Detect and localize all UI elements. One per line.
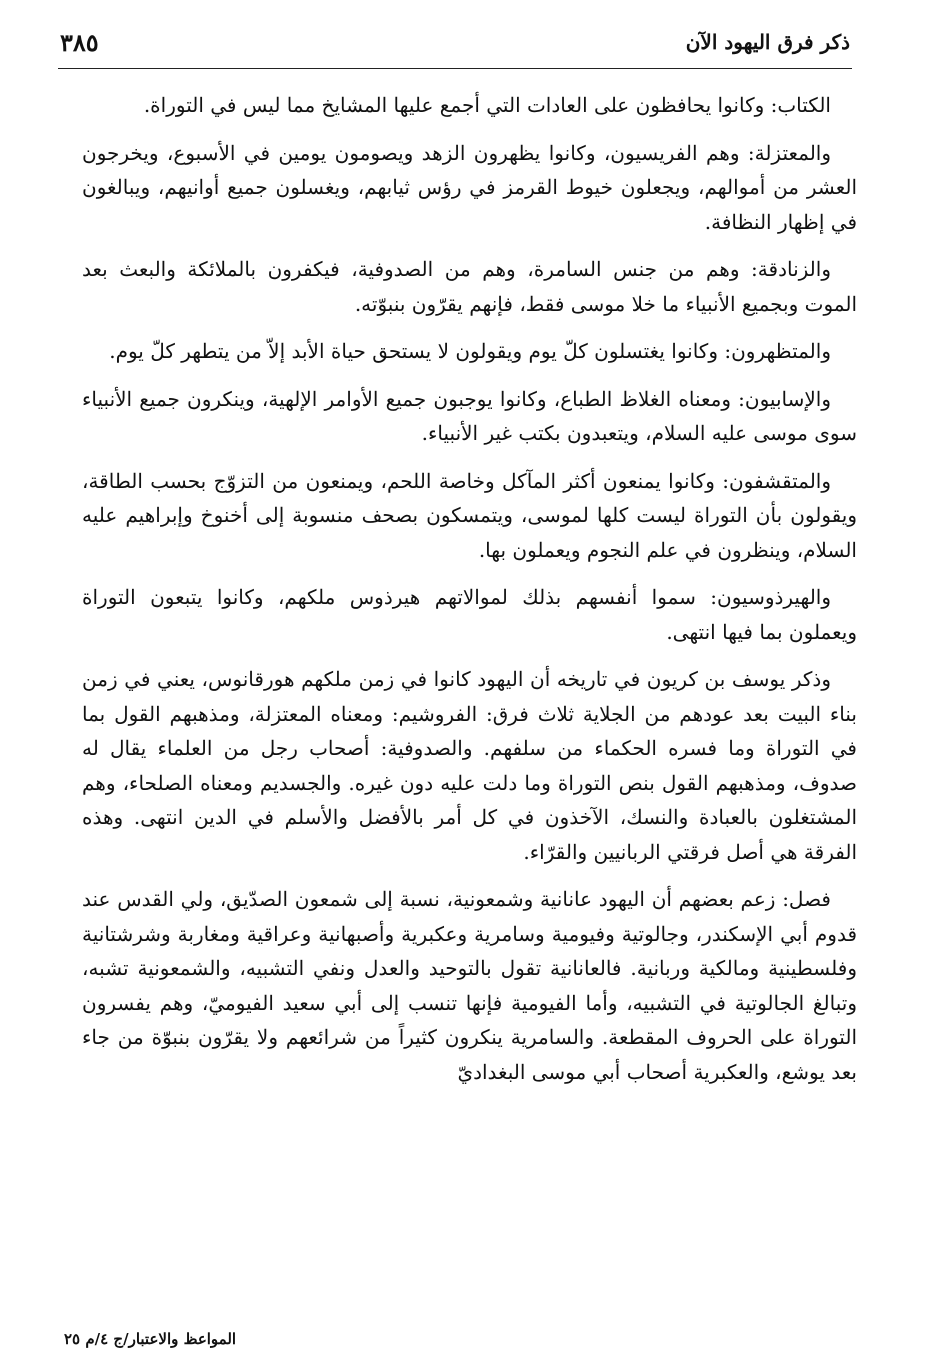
footer-signature: المواعظ والاعتبار/ج ٤/م ٢٥ [64,1330,237,1348]
page-number: ٣٨٥ [60,28,99,57]
body-text [82,88,857,1102]
paragraph: والهيرذوسيون: سموا أنفسهم بذلك لموالاتهم هيرذوس ملكهم، وكانوا يتبعون التوراة ويعملون بما فيها انتهى. [82,585,857,644]
paragraph: وذكر يوسف بن كريون في تاريخه أن اليهود كانوا في زمن ملكهم هورقانوس، يعني في زمن بناء البيت بعد عودهم من الجلاية ثلاث فرق: الفروشيم: ومعناه المعتزلة، ومذهبهم القول بما في التوراة وما فسره الحكماء من سلفهم. والصدوفية: أصحاب رجل من العلماء يقال له صدوف، ومذهبهم القول بنص التوراة وما دلت عليه دون غيره. والجسديم ومعناه الصلحاء، وهم المشتغلون بالعبادة والنسك، الآخذون في كل أمر بالأفضل والأسلم في الدين انتهى. وهذه الفرقة هي أصل فرقتي الربانيين والقرّاء. [82,667,857,864]
paragraph: والمتقشفون: وكانوا يمنعون أكثر المآكل وخاصة اللحم، ويمنعون من التزوّج بحسب الطاقة، ويقولون بأن التوراة ليست كلها لموسى، ويتمسكون بصحف منسوبة إلى أخنوخ وإبراهيم عليه السلام، وينظرون في علم النجوم ويعملون بها. [82,468,857,562]
paragraph: فصل: زعم بعضهم أن اليهود عانانية وشمعونية، نسبة إلى شمعون الصدّيق، ولي القدس عند قدوم أبي الإسكندر، وجالوتية وفيومية وسامرية وعكبرية وأصبهانية وعراقية ومغاربة وشرشتانية وفلسطينية ومالكية وربانية. فالعانانية تقول بالتوحيد والعدل ونفي التشبيه، والشمعونية تشبه، وتبالغ الجالوتية في التشبيه، وأما الفيومية فإنها تنسب إلى أبي سعيد الفيوميّ، وهم يفسرون التوراة على الحروف المقطعة. والسامرية ينكرون كثيراً من شرائعهم ولا يقرّون بنبوّة من جاء بعد يوشع، والعكبرية أصحاب أبي موسى البغداديّ [82,887,857,1084]
paragraph: والمعتزلة: وهم الفريسيون، وكانوا يظهرون الزهد ويصومون يومين في الأسبوع، ويخرجون العشر من أموالهم، ويجعلون خيوط القرمز في رؤس ثيابهم، ويغسلون جميع أوانيهم، ويبالغون في إظهار النظافة. [82,140,857,234]
paragraph: والمتظهرون: وكانوا يغتسلون كلّ يوم ويقولون لا يستحق حياة الأبد إلاّ من يتطهر كلّ يوم. [109,339,831,363]
paragraph: الكتاب: وكانوا يحافظون على العادات التي أجمع عليها المشايخ مما ليس في التوراة. [143,93,831,117]
paragraph: والزنادقة: وهم من جنس السامرة، وهم من الصدوفية، فيكفرون بالملائكة والبعث بعد الموت وبجميع الأنبياء ما خلا موسى فقط، فإنهم يقرّون بنبوّته. [82,257,857,316]
header-rule [58,68,852,69]
page-header [60,28,850,58]
paragraph: والإسابيون: ومعناه الغلاظ الطباع، وكانوا يوجبون جميع الأوامر الإلهية، وينكرون جميع الأنبياء سوى موسى عليه السلام، ويتعبدون بكتب غير الأنبياء. [82,386,857,445]
running-title: ذكر فرق اليهود الآن [685,30,850,54]
